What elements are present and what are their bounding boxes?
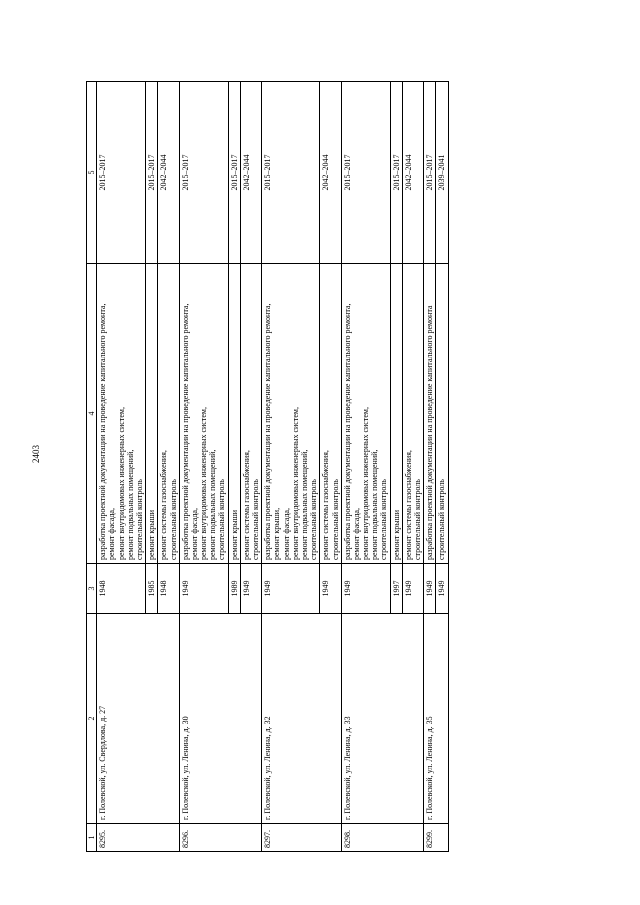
work-cell (158, 264, 179, 564)
period-cell: 2042–2044 (240, 82, 261, 264)
year-cell: 1949 (320, 564, 341, 614)
year-cell: 1985 (146, 564, 158, 614)
work-item: разработка проектной документации на проведение капитального ремонта, (342, 303, 352, 560)
header-cell: 5 (87, 82, 97, 264)
year-cell: 1949 (240, 564, 261, 614)
year-cell: 1949 (179, 564, 228, 614)
period-cell: 2015–2017 (97, 82, 146, 264)
work-item: строительный контроль (437, 479, 447, 560)
work-item: ремонт системы газоснабжения, (321, 450, 331, 560)
row-number: 8297. (262, 824, 342, 852)
period-cell: 2015–2017 (179, 82, 228, 264)
year-cell: 1948 (158, 564, 179, 614)
work-item: ремонт крыши (229, 509, 239, 560)
work-item: строительный контроль (309, 479, 319, 560)
work-item: ремонт подвальных помещений, (208, 449, 218, 560)
work-item: строительный контроль (168, 479, 178, 560)
work-item: разработка проектной документации на проведение капитального ремонта, (98, 303, 108, 560)
work-item: ремонт подвальных помещений, (299, 449, 309, 560)
work-cell (97, 264, 146, 564)
work-item: ремонт крыши, (272, 507, 282, 560)
address-cell: г. Полевской, ул. Ленина, д. 33 (341, 614, 424, 824)
row-number: 8299. (424, 824, 448, 852)
work-cell (228, 264, 240, 564)
work-item: ремонт внутридомовых инженерных систем, (199, 407, 209, 560)
work-item: ремонт фасада, (281, 508, 291, 560)
work-cell (320, 264, 341, 564)
work-item: разработка проектной документации на проведение капитального ремонта, (180, 303, 190, 560)
period-cell: 2015–2017 (341, 82, 390, 264)
period-cell: 2042–2044 (320, 82, 341, 264)
header-cell: 1 (87, 824, 97, 852)
row-number: 8298. (341, 824, 424, 852)
year-cell: 1949 (436, 564, 448, 614)
year-cell: 1949 (402, 564, 423, 614)
work-cell (341, 264, 390, 564)
repair-schedule-table (86, 81, 449, 852)
work-cell (436, 264, 448, 564)
work-item: строительный контроль (217, 479, 227, 560)
work-cell (402, 264, 423, 564)
year-cell: 1948 (97, 564, 146, 614)
header-cell: 4 (87, 264, 97, 564)
table-row (179, 82, 228, 852)
work-item: разработка проектной документации на проведение капитального ремонта (425, 305, 435, 560)
year-cell: 1989 (228, 564, 240, 614)
work-cell (390, 264, 402, 564)
period-cell: 2015–2017 (390, 82, 402, 264)
table-row (262, 82, 320, 852)
header-row (87, 82, 97, 852)
work-item: ремонт системы газоснабжения, (403, 450, 413, 560)
work-item: ремонт фасада, (189, 508, 199, 560)
work-item: ремонт системы газоснабжения, (241, 450, 251, 560)
row-number: 8295. (97, 824, 180, 852)
work-cell (262, 264, 320, 564)
year-cell: 1949 (341, 564, 390, 614)
header-cell: 2 (87, 614, 97, 824)
work-cell (146, 264, 158, 564)
period-cell: 2042–2044 (402, 82, 423, 264)
work-item: строительный контроль (330, 479, 340, 560)
period-cell: 2015–2017 (262, 82, 320, 264)
address-cell: г. Полевской, ул. Ленина, д. 30 (179, 614, 262, 824)
table-body (97, 82, 448, 852)
year-cell: 1949 (262, 564, 320, 614)
work-item: строительный контроль (379, 479, 389, 560)
rotated-table-wrapper (86, 82, 606, 852)
period-cell: 2015–2017 (146, 82, 158, 264)
work-item: ремонт крыши (147, 509, 157, 560)
address-cell: г. Полевской, ул. Ленина, д. 35 (424, 614, 448, 824)
work-item: строительный контроль (134, 479, 144, 560)
address-cell: г. Полевской, ул. Свердлова, д. 27 (97, 614, 180, 824)
work-item: ремонт системы газоснабжения, (159, 450, 169, 560)
work-item: ремонт подвальных помещений, (370, 449, 380, 560)
work-item: ремонт внутридомовых инженерных систем, (290, 407, 300, 560)
period-cell: 2042–2044 (158, 82, 179, 264)
work-item: ремонт подвальных помещений, (125, 449, 135, 560)
work-cell (240, 264, 261, 564)
work-item: ремонт фасада, (107, 508, 117, 560)
work-item: разработка проектной документации на проведение капитального ремонта, (263, 303, 273, 560)
table-row (424, 82, 436, 852)
work-item: строительный контроль (413, 479, 422, 560)
table-row (341, 82, 390, 852)
work-cell (424, 264, 436, 564)
row-number: 8296. (179, 824, 262, 852)
period-cell: 2015–2017 (424, 82, 436, 264)
year-cell: 1949 (424, 564, 436, 614)
work-item: ремонт внутридомовых инженерных систем, (116, 407, 126, 560)
year-cell: 1997 (390, 564, 402, 614)
period-cell: 2015–2017 (228, 82, 240, 264)
work-item: ремонт крыши (391, 509, 401, 560)
work-item: строительный контроль (251, 479, 260, 560)
table-row (97, 82, 146, 852)
period-cell: 2039–2041 (436, 82, 448, 264)
work-item: ремонт внутридомовых инженерных систем, (361, 407, 371, 560)
work-item: ремонт фасада, (351, 508, 361, 560)
address-cell: г. Полевской, ул. Ленина, д. 32 (262, 614, 342, 824)
header-cell: 3 (87, 564, 97, 614)
work-cell (179, 264, 228, 564)
page-number: 2403 (31, 445, 41, 463)
